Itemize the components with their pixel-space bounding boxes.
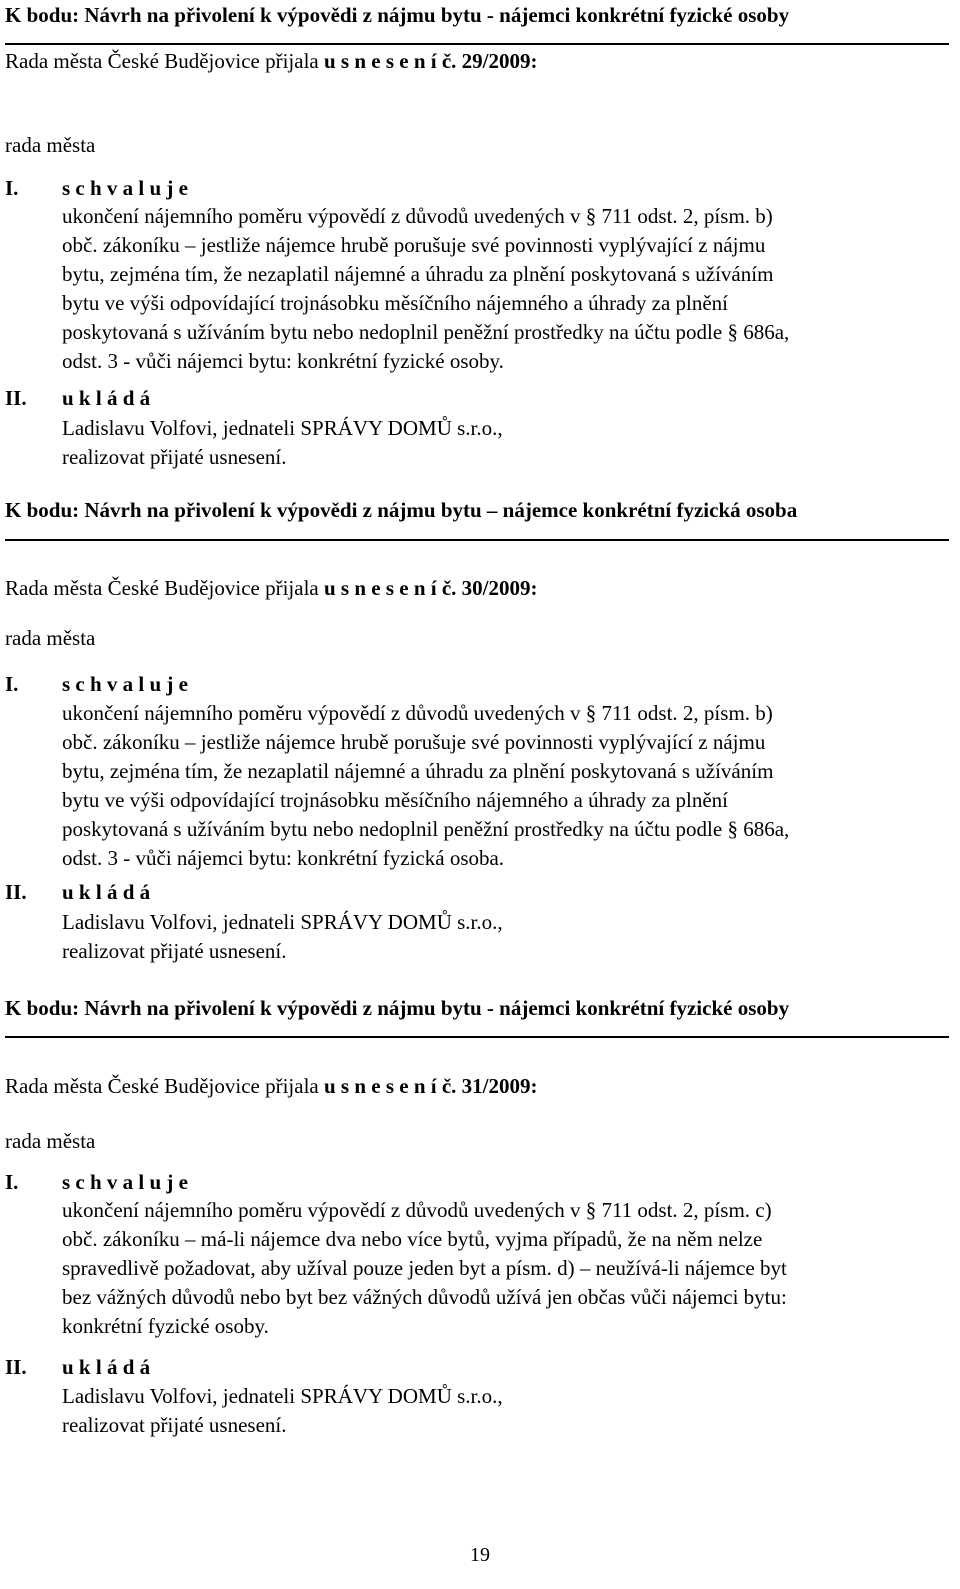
text-line: realizovat přijaté usnesení. [62, 1413, 287, 1437]
text-line: ukončení nájemního poměru výpovědí z důvodů uvedených v § 711 odst. 2, písm. b) [62, 204, 773, 228]
text-line: Ladislavu Volfovi, jednateli SPRÁVY DOMŮ s.r.o., [62, 1384, 503, 1408]
item-text [62, 1382, 942, 1440]
item-text [62, 414, 942, 472]
section-heading: K bodu: Návrh na přivolení k výpovědi z nájmu bytu - nájemci konkrétní fyzické osoby [5, 996, 790, 1020]
text-line: bytu, zejména tím, že nezaplatil nájemné a úhradu za plnění poskytovaná s užíváním [62, 262, 774, 286]
resolution-number: u s n e s e n í č. 31/2009: [323, 1074, 538, 1098]
intro-text: Rada města České Budějovice přijala [5, 49, 324, 73]
heading-rule [5, 539, 949, 541]
item-text [62, 908, 942, 966]
item-verb: u k l á d á [62, 1355, 151, 1379]
item-verb: s c h v a l u j e [62, 1170, 188, 1194]
item-number: I. [5, 672, 19, 696]
item-verb: u k l á d á [62, 880, 151, 904]
item-verb: s c h v a l u j e [62, 176, 188, 200]
text-line: realizovat přijaté usnesení. [62, 445, 287, 469]
text-line: bytu ve výši odpovídající trojnásobku měsíčního nájemného a úhrady za plnění [62, 291, 729, 315]
text-line: realizovat přijaté usnesení. [62, 939, 287, 963]
text-line: bytu, zejména tím, že nezaplatil nájemné a úhradu za plnění poskytovaná s užíváním [62, 759, 774, 783]
text-line: poskytovaná s užíváním bytu nebo nedoplnil peněžní prostředky na účtu podle § 686a, [62, 817, 790, 841]
item-number: II. [5, 386, 27, 410]
rada-label: rada města [5, 626, 96, 650]
text-line: obč. zákoníku – jestliže nájemce hrubě porušuje své povinnosti vyplývající z nájmu [62, 730, 766, 754]
text-line: spravedlivě požadovat, aby užíval pouze jeden byt a písm. d) – neužívá-li nájemce byt [62, 1256, 787, 1280]
heading-rule [5, 1036, 949, 1038]
item-verb: s c h v a l u j e [62, 672, 188, 696]
item-text [62, 699, 942, 873]
item-text [62, 1196, 942, 1341]
text-line: obč. zákoníku – má-li nájemce dva nebo více bytů, vyjma případů, že na něm nelze [62, 1227, 763, 1251]
text-line: bez vážných důvodů nebo byt bez vážných důvodů užívá jen občas vůči nájemci bytu: [62, 1285, 787, 1309]
text-line: Ladislavu Volfovi, jednateli SPRÁVY DOMŮ s.r.o., [62, 416, 503, 440]
text-line: odst. 3 - vůči nájemci bytu: konkrétní fyzické osoby. [62, 349, 504, 373]
item-text [62, 202, 942, 376]
rada-label: rada města [5, 133, 96, 157]
text-line: obč. zákoníku – jestliže nájemce hrubě porušuje své povinnosti vyplývající z nájmu [62, 233, 766, 257]
item-verb: u k l á d á [62, 386, 151, 410]
intro-text: Rada města České Budějovice přijala [5, 576, 324, 600]
section-heading: K bodu: Návrh na přivolení k výpovědi z nájmu bytu – nájemce konkrétní fyzická osoba [5, 498, 798, 522]
page-number: 19 [470, 1544, 490, 1566]
text-line: ukončení nájemního poměru výpovědí z důvodů uvedených v § 711 odst. 2, písm. b) [62, 701, 773, 725]
item-number: II. [5, 1355, 27, 1379]
text-line: poskytovaná s užíváním bytu nebo nedoplnil peněžní prostředky na účtu podle § 686a, [62, 320, 790, 344]
intro-text: Rada města České Budějovice přijala [5, 1074, 324, 1098]
resolution-intro [5, 576, 538, 600]
item-number: I. [5, 1170, 19, 1194]
rada-label: rada města [5, 1129, 96, 1153]
resolution-intro [5, 49, 538, 73]
text-line: ukončení nájemního poměru výpovědí z důvodů uvedených v § 711 odst. 2, písm. c) [62, 1198, 772, 1222]
resolution-number: u s n e s e n í č. 30/2009: [323, 576, 538, 600]
item-number: I. [5, 176, 19, 200]
text-line: Ladislavu Volfovi, jednateli SPRÁVY DOMŮ s.r.o., [62, 910, 503, 934]
text-line: bytu ve výši odpovídající trojnásobku měsíčního nájemného a úhrady za plnění [62, 788, 729, 812]
resolution-intro [5, 1074, 538, 1098]
text-line: odst. 3 - vůči nájemci bytu: konkrétní fyzická osoba. [62, 846, 505, 870]
item-number: II. [5, 880, 27, 904]
resolution-number: u s n e s e n í č. 29/2009: [323, 49, 538, 73]
heading-rule [5, 43, 949, 45]
section-heading: K bodu: Návrh na přivolení k výpovědi z nájmu bytu - nájemci konkrétní fyzické osoby [5, 3, 790, 27]
text-line: konkrétní fyzické osoby. [62, 1314, 269, 1338]
